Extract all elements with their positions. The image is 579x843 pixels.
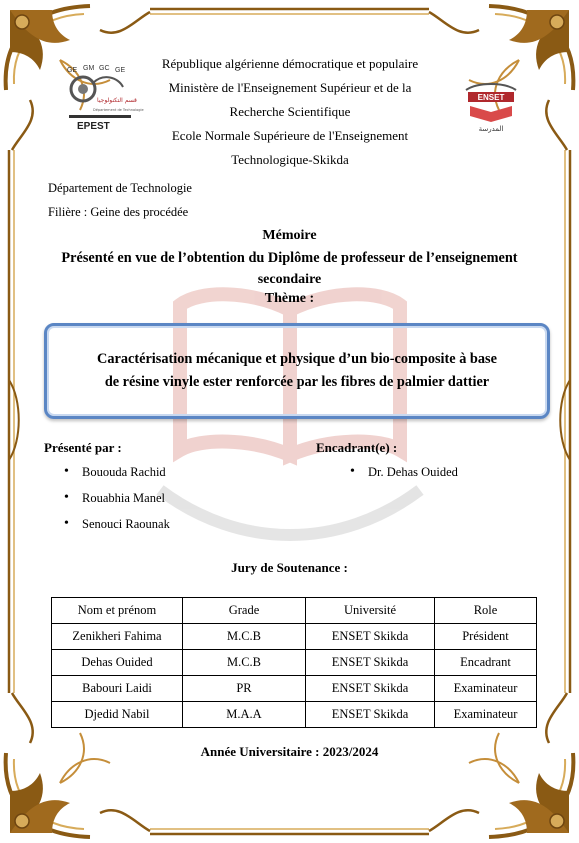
jury-cell: ENSET Skikda bbox=[306, 650, 435, 676]
jury-header-cell: Nom et prénom bbox=[52, 598, 183, 624]
jury-row bbox=[52, 650, 537, 676]
theme-label: Thème : bbox=[264, 291, 315, 306]
department-info bbox=[48, 176, 192, 224]
supervisor-list bbox=[350, 459, 458, 485]
jury-cell: Examinateur bbox=[435, 702, 537, 728]
jury-cell: PR bbox=[183, 676, 306, 702]
supervisor-label: Encadrant(e) : bbox=[316, 440, 398, 455]
students-list bbox=[64, 459, 170, 537]
jury-cell: ENSET Skikda bbox=[306, 702, 435, 728]
theme-line: de résine vinyle ester renforcée par les fibres de palmier dattier bbox=[104, 374, 490, 390]
jury-cell: M.C.B bbox=[183, 624, 306, 650]
logo-left-brand: EPEST bbox=[77, 121, 110, 132]
presented-line: Présenté en vue de l’obtention du Diplôme de professeur de l’enseignement bbox=[61, 250, 518, 266]
logo-right-banner: ENSET bbox=[477, 93, 505, 102]
speciality: Filière : Geine des procédée bbox=[48, 205, 189, 219]
logo-left-letter: GM bbox=[83, 65, 95, 72]
student-name: • Bououda Rachid bbox=[64, 459, 170, 485]
jury-cell: M.C.B bbox=[183, 650, 306, 676]
jury-header-cell: Role bbox=[435, 598, 537, 624]
jury-header-cell: Grade bbox=[183, 598, 306, 624]
presented-line: secondaire bbox=[257, 272, 322, 287]
jury-cell: M.A.A bbox=[183, 702, 306, 728]
jury-row bbox=[52, 624, 537, 650]
institution-line: République algérienne démocratique et populaire bbox=[161, 56, 419, 71]
logo-left-letter: GC bbox=[99, 65, 110, 72]
logo-right-arabic: المدرسة bbox=[478, 125, 504, 133]
jury-cell: ENSET Skikda bbox=[306, 676, 435, 702]
logo-left-subtitle: Département de Technologie bbox=[93, 108, 144, 112]
logo-left-letter: GE bbox=[67, 67, 78, 74]
jury-table bbox=[51, 597, 537, 728]
jury-cell: Président bbox=[435, 624, 537, 650]
institution-line: Ministère de l'Enseignement Supérieur et de la bbox=[168, 80, 412, 95]
institution-line: Recherche Scientifique bbox=[229, 104, 351, 119]
memoire-heading bbox=[20, 225, 559, 310]
jury-header-row bbox=[52, 598, 537, 624]
jury-cell: Dehas Ouided bbox=[52, 650, 183, 676]
jury-cell: Zenikheri Fahima bbox=[52, 624, 183, 650]
department-name: Département de Technologie bbox=[48, 181, 192, 195]
theme-box bbox=[44, 323, 550, 419]
memoire-title: Mémoire bbox=[262, 228, 317, 243]
jury-cell: Djedid Nabil bbox=[52, 702, 183, 728]
jury-cell: Babouri Laidi bbox=[52, 676, 183, 702]
jury-cell: ENSET Skikda bbox=[306, 624, 435, 650]
jury-cell: Examinateur bbox=[435, 676, 537, 702]
jury-title: Jury de Soutenance : bbox=[231, 560, 348, 575]
theme-line: Caractérisation mécanique et physique d’un bio-composite à base bbox=[97, 351, 497, 367]
jury-row bbox=[52, 702, 537, 728]
student-name: • Rouabhia Manel bbox=[64, 485, 170, 511]
presented-by-label: Présenté par : bbox=[44, 440, 122, 455]
institution-header bbox=[100, 52, 480, 172]
institution-line: Ecole Normale Supérieure de l'Enseignement bbox=[171, 128, 409, 143]
institution-line: Technologique-Skikda bbox=[231, 152, 349, 167]
logo-left-letter: GE bbox=[115, 67, 126, 74]
jury-cell: Encadrant bbox=[435, 650, 537, 676]
jury-header-cell: Université bbox=[306, 598, 435, 624]
theme-title bbox=[81, 348, 513, 394]
logo-left-arabic: قسم التكنولوجيا bbox=[97, 97, 137, 104]
academic-year: Année Universitaire : 2023/2024 bbox=[200, 744, 379, 759]
supervisor-name: • Dr. Dehas Ouided bbox=[350, 459, 458, 485]
student-name: • Senouci Raounak bbox=[64, 511, 170, 537]
jury-row bbox=[52, 676, 537, 702]
